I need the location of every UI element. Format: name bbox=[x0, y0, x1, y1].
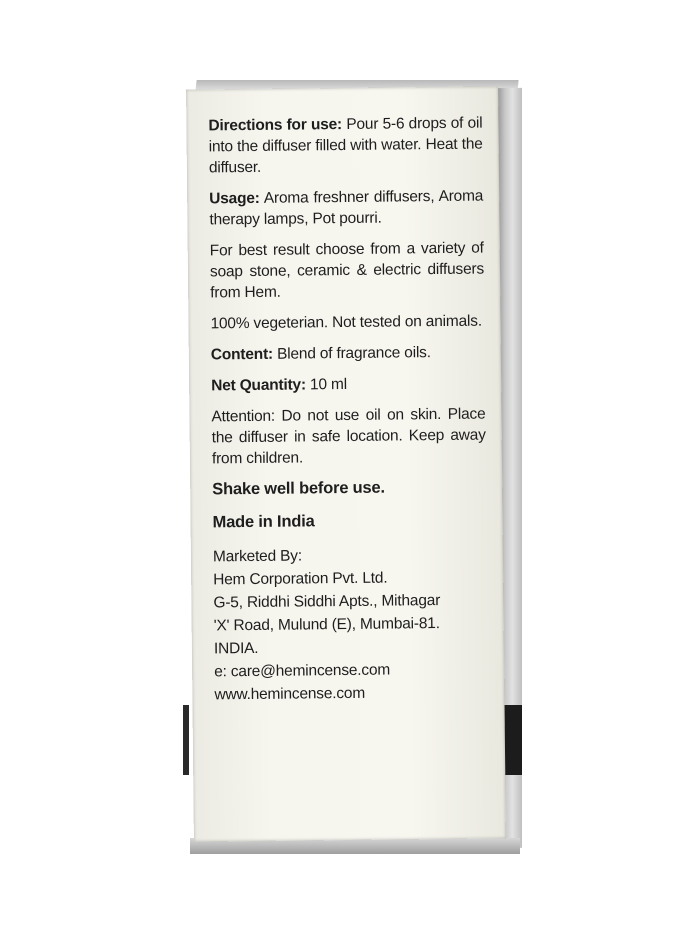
content-heading: Content: bbox=[210, 345, 274, 364]
vegetarian-text: 100% vegeterian. Not tested on animals. bbox=[210, 312, 482, 333]
net-quantity-value: 10 ml bbox=[309, 375, 347, 394]
shake-text: Shake well before use. bbox=[212, 478, 385, 499]
attention-text: Attention: Do not use oil on skin. Place the diffuser in safe location. Keep away from children. bbox=[211, 405, 486, 468]
country-text: INDIA. bbox=[213, 639, 259, 658]
label-text bbox=[208, 113, 488, 707]
best-result-text: For best result choose from a variety of soap stone, ceramic & electric diffusers from Hem. bbox=[209, 239, 485, 302]
label-panel bbox=[186, 86, 506, 841]
box-edge-shadow bbox=[183, 705, 189, 775]
net-quantity-section bbox=[211, 373, 485, 397]
usage-text: Aroma freshner diffusers, Aroma therapy lamps, Pot pourri. bbox=[209, 187, 484, 229]
directions-section bbox=[208, 113, 483, 179]
address-line-2: 'X' Road, Mulund (E), Mumbai-81. bbox=[213, 615, 440, 635]
address-line-1: G-5, Riddhi Siddhi Apts., Mithagar bbox=[213, 592, 441, 612]
made-in-text: Made in India bbox=[212, 512, 315, 532]
company-name: Hem Corporation Pvt. Ltd. bbox=[213, 569, 388, 589]
marketed-by-text: Marketed By: bbox=[212, 547, 302, 566]
directions-heading: Directions for use: bbox=[208, 116, 343, 135]
usage-section bbox=[209, 186, 483, 231]
net-quantity-heading: Net Quantity: bbox=[211, 376, 306, 395]
content-text: Blend of fragrance oils. bbox=[276, 344, 431, 363]
website-text: www.hemincense.com bbox=[214, 684, 366, 704]
usage-heading: Usage: bbox=[209, 189, 260, 208]
content-section bbox=[211, 342, 485, 366]
email-text: e: care@hemincense.com bbox=[214, 661, 391, 681]
directions-text: Pour 5-6 drops of oil into the diffuser filled with water. Heat the diffuser. bbox=[208, 114, 483, 177]
marketer-address bbox=[213, 543, 489, 707]
